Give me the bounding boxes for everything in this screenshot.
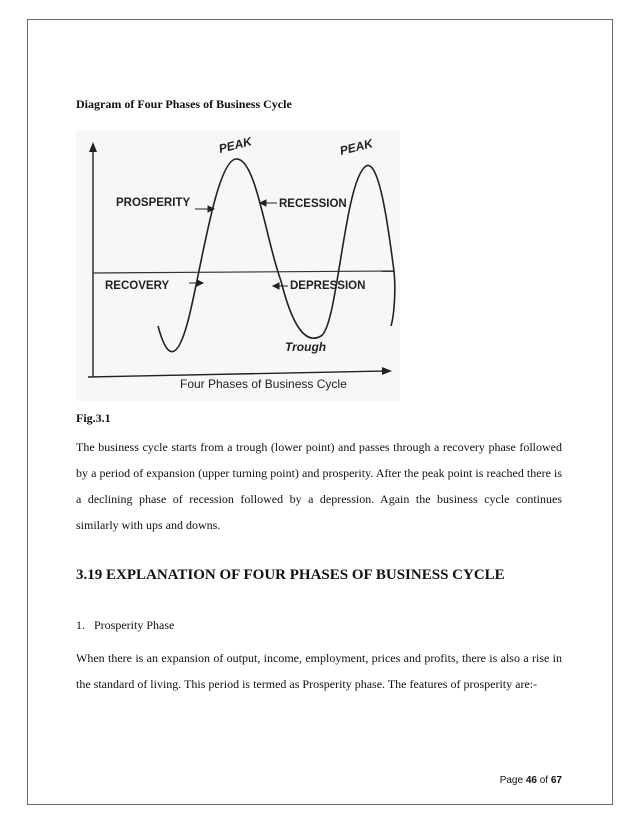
page-word: Page <box>499 775 524 786</box>
list-item-number: 1. <box>76 618 85 632</box>
list-item <box>76 618 174 633</box>
figure-label: Fig.3.1 <box>76 411 111 425</box>
page-footer <box>500 775 562 786</box>
business-cycle-diagram <box>76 131 400 401</box>
peak-label-1: PEAK <box>217 134 254 156</box>
total-pages: 67 <box>550 775 562 786</box>
trough-label: Trough <box>285 340 327 354</box>
list-item-label: Prosperity Phase <box>94 618 175 632</box>
paragraph-intro: The business cycle starts from a trough (lower point) and passes through a recovery phase followed by a period of expansion (upper turning point) and prosperity. After the peak point is reached there is a declining phase of recession followed by a depression. Again the business cycle continues similarly with ups and downs. <box>76 440 562 532</box>
recession-label: RECESSION <box>279 198 347 210</box>
diagram-background <box>76 131 400 401</box>
section-heading: 3.19 EXPLANATION OF FOUR PHASES OF BUSINESS CYCLE <box>76 567 505 583</box>
peak-label-2: PEAK <box>338 136 375 158</box>
prosperity-label: PROSPERITY <box>116 197 191 209</box>
depression-label: DEPRESSION <box>290 280 366 292</box>
of-word: of <box>539 775 549 786</box>
diagram-caption: Four Phases of Business Cycle <box>180 377 347 391</box>
recovery-label: RECOVERY <box>105 280 170 292</box>
paragraph-prosperity: When there is an expansion of output, income, employment, prices and profits, there is also a rise in the standard of living. This period is termed as Prosperity phase. The features of prosperity are:- <box>76 651 562 691</box>
diagram-title: Diagram of Four Phases of Business Cycle <box>76 97 292 111</box>
page-number: 46 <box>525 775 537 786</box>
